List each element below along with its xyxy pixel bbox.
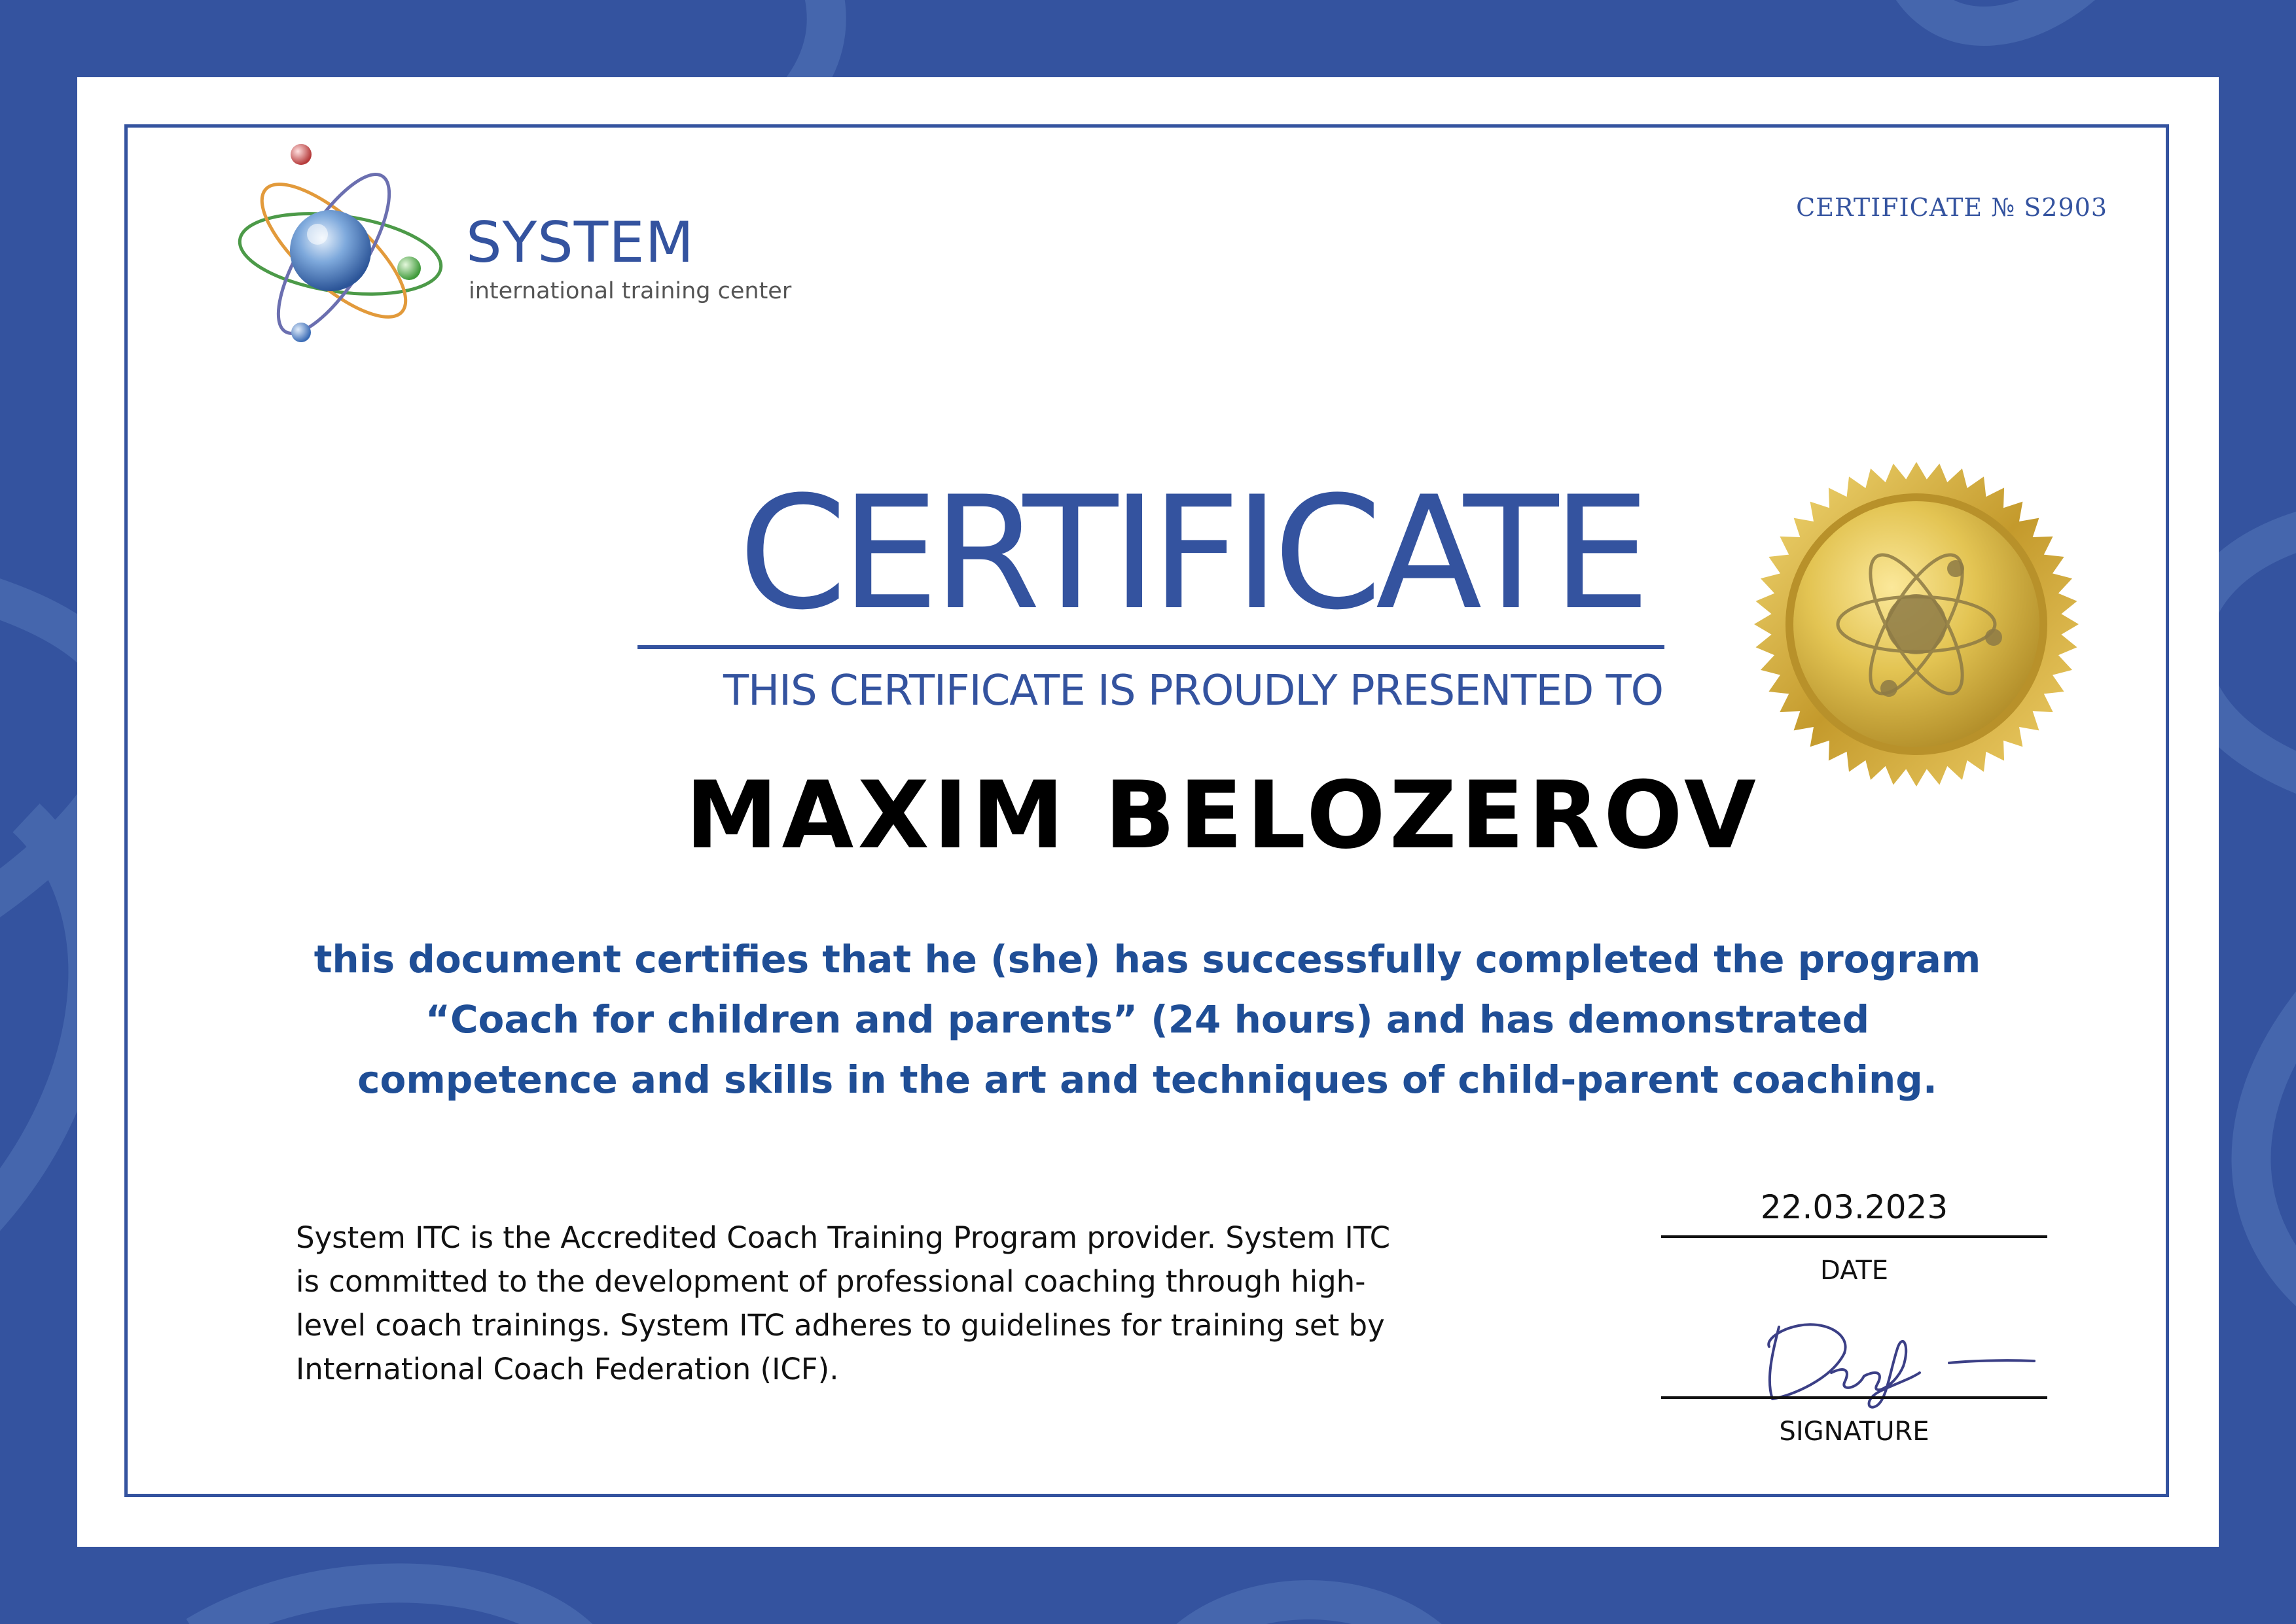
signature-line — [1661, 1396, 2047, 1399]
certificate-sheet — [77, 77, 2219, 1547]
date-line — [1661, 1235, 2047, 1238]
atom-globe-logo-icon — [229, 143, 465, 352]
logo-subtitle: international training center — [469, 278, 792, 304]
issue-date: 22.03.2023 — [1760, 1188, 1948, 1226]
title-underline — [637, 645, 1664, 649]
statement-line: competence and skills in the art and techniques of child-parent coaching. — [357, 1057, 1937, 1102]
completion-statement — [267, 929, 2028, 1110]
accreditation-line: International Coach Federation (ICF). — [296, 1352, 839, 1386]
gold-seal-atom-icon — [1753, 461, 2080, 788]
certificate-title: CERTIFICATE — [738, 463, 1644, 644]
certificate-number: CERTIFICATE № S2903 — [1796, 193, 2108, 222]
statement-line: this document certifies that he (she) has successfully completed the program — [314, 937, 1981, 981]
accreditation-line: System ITC is the Accredited Coach Training Program provider. System ITC — [296, 1220, 1391, 1255]
presented-to-line: THIS CERTIFICATE IS PROUDLY PRESENTED TO — [723, 667, 1664, 715]
accreditation-line: level coach trainings. System ITC adheres to guidelines for training set by — [296, 1308, 1385, 1343]
accreditation-text — [296, 1216, 1526, 1391]
recipient-name: MAXIM BELOZEROV — [685, 762, 1760, 870]
statement-line: “Coach for children and parents” (24 hours) and has demonstrated — [425, 997, 1870, 1042]
signature-label: SIGNATURE — [1779, 1417, 1929, 1447]
logo-name: SYSTEM — [466, 210, 694, 275]
date-label: DATE — [1820, 1256, 1889, 1286]
accreditation-line: is committed to the development of professional coaching through high- — [296, 1264, 1366, 1299]
